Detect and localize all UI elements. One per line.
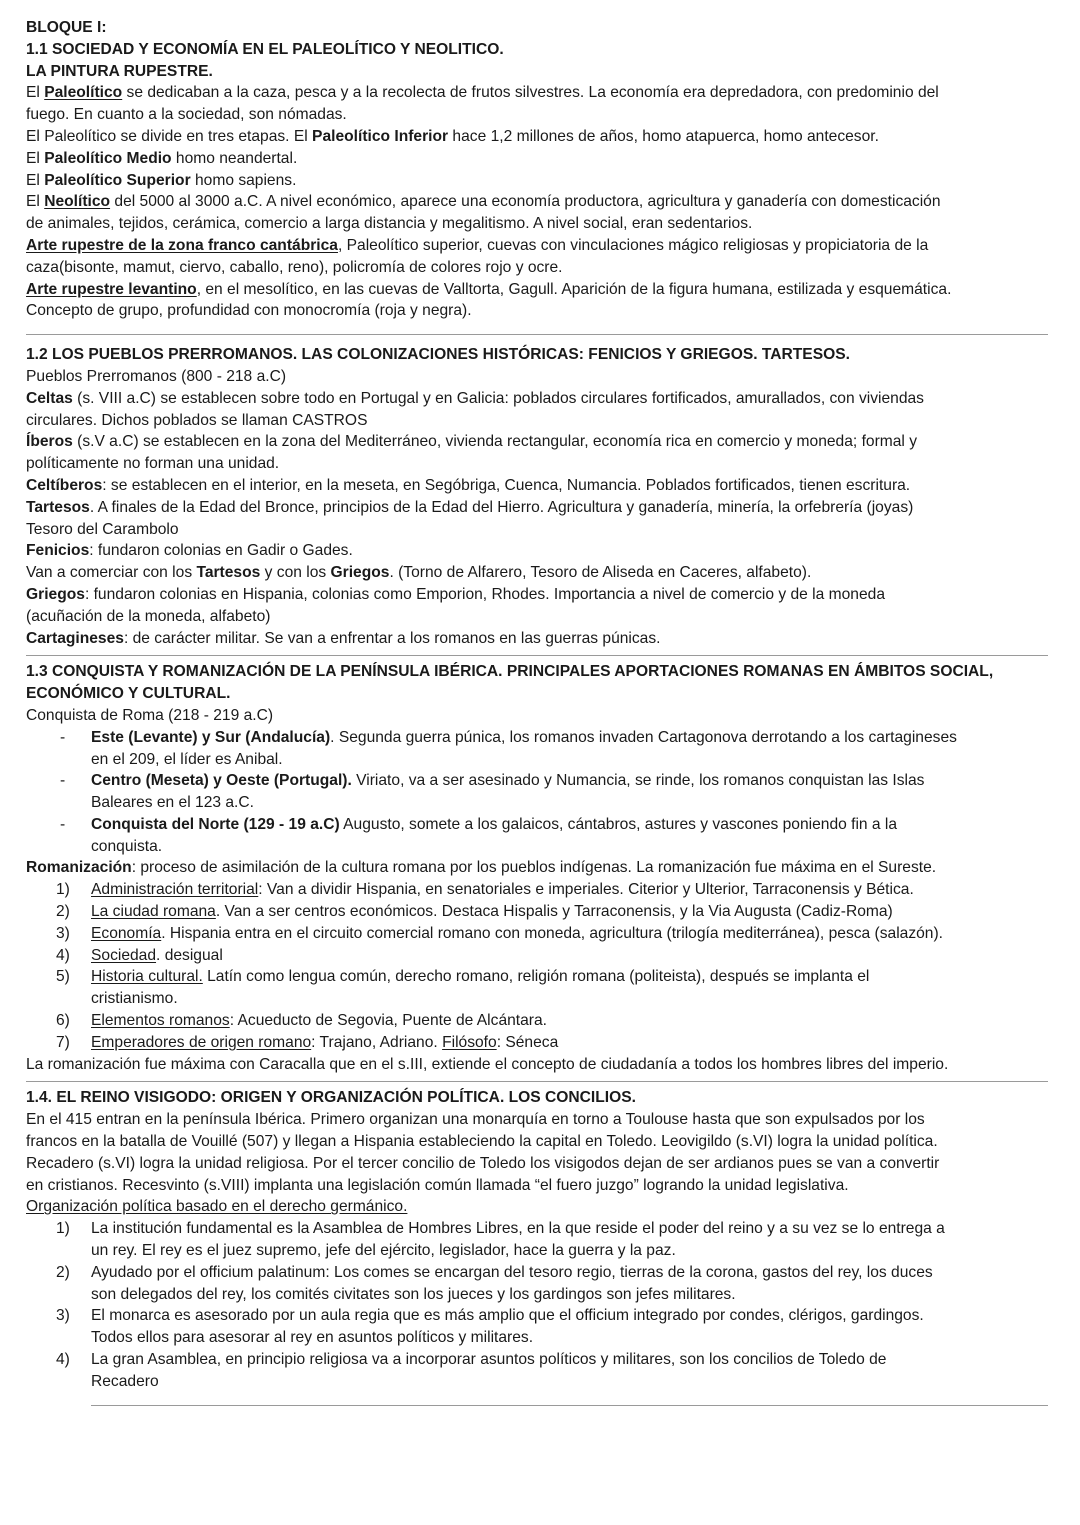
paragraph: de animales, tejidos, cerámica, comercio a larga distancia y megalitismo. A nivel social, eran sedentarios.	[26, 215, 753, 233]
paragraph: Cartagineses: de carácter militar. Se van a enfrentar a los romanos en las guerras púnicas.	[26, 629, 661, 647]
list-item: 1) La institución fundamental es la Asamblea de Hombres Libres, en la que reside el poder del reino y a su vez se lo entrega a	[26, 1218, 1056, 1240]
list-item-cont: Todos ellos para asesorar al rey en asuntos políticos y militares.	[91, 1329, 534, 1347]
number-marker: 4)	[56, 1351, 70, 1369]
section-divider	[91, 1405, 1048, 1406]
term: Sociedad	[91, 946, 157, 964]
term: Emperadores de origen romano	[91, 1033, 312, 1051]
term: Elementos romanos	[91, 1012, 230, 1030]
term: Arte rupestre levantino	[26, 280, 197, 298]
paragraph: políticamente no forman una unidad.	[26, 455, 280, 473]
number-marker: 6)	[56, 1012, 70, 1030]
term: Paleolítico	[44, 84, 123, 102]
paragraph: Íberos (s.V a.C) se establecen en la zona del Mediterráneo, vivienda rectangular, economía rica en comercio y moneda; formal y	[26, 433, 918, 451]
term: Centro (Meseta) y Oeste (Portugal).	[91, 772, 352, 790]
section-1-1-subtitle: LA PINTURA RUPESTRE.	[26, 62, 213, 80]
number-marker: 3)	[56, 924, 70, 942]
paragraph: Recadero (s.VI) logra la unidad religiosa. Por el tercer concilio de Toledo los visigodos dejan de ser ardianos pues se van a convertir	[26, 1154, 940, 1172]
paragraph: El Paleolítico se dedicaban a la caza, pesca y a la recolecta de frutos silvestres. La economía era depredadora, con predominio del	[26, 84, 939, 102]
paragraph: Arte rupestre de la zona franco cantábrica, Paleolítico superior, cuevas con vinculaciones mágico religiosas y propiciatoria de la	[26, 236, 929, 254]
number-marker: 1)	[56, 1220, 70, 1238]
list-item: 2) La ciudad romana. Van a ser centros económicos. Destaca Hispalis y Tarraconensis, y la Via Augusta (Cadiz-Roma)	[26, 901, 1056, 923]
paragraph: Tesoro del Carambolo	[26, 520, 179, 538]
term: Conquista del Norte (129 - 19 a.C)	[91, 815, 340, 833]
block-title: BLOQUE I:	[26, 19, 107, 36]
term: Historia cultural.	[91, 968, 203, 986]
list-item-cont: un rey. El rey es el juez supremo, jefe del ejército, legislador, hace la guerra y la paz.	[91, 1242, 676, 1260]
section-1-1-title: 1.1 SOCIEDAD Y ECONOMÍA EN EL PALEOLÍTICO Y NEOLITICO.	[26, 40, 504, 58]
paragraph: Conquista de Roma (218 - 219 a.C)	[26, 706, 274, 724]
number-marker: 1)	[56, 881, 70, 899]
term: Paleolítico Superior	[44, 171, 191, 189]
dash-marker: -	[60, 772, 66, 790]
term: Griegos	[26, 585, 85, 603]
list-item-cont: son delegados del rey, los comités civitates son los jueces y los gardingos son jefes militares.	[91, 1285, 736, 1303]
term: Celtíberos	[26, 476, 103, 494]
list-item: - Este (Levante) y Sur (Andalucía). Segunda guerra púnica, los romanos invaden Cartagonova derrotando a los cartagineses	[26, 727, 1056, 749]
term: Neolítico	[44, 193, 111, 211]
term: La ciudad romana	[91, 903, 216, 921]
paragraph: (acuñación de la moneda, alfabeto)	[26, 607, 271, 625]
paragraph: Tartesos. A finales de la Edad del Bronce, principios de la Edad del Hierro. Agricultura y ganadería, minería, la orfebrería (joyas)	[26, 498, 914, 516]
paragraph: El Neolítico del 5000 al 3000 a.C. A nivel económico, aparece una economía productora, agricultura y ganadería con domesticación	[26, 193, 941, 211]
paragraph: La romanización fue máxima con Caracalla que en el s.III, extiende el concepto de ciudadanía a todos los hombres libres del imperio.	[26, 1055, 949, 1073]
list-item: - Conquista del Norte (129 - 19 a.C) Augusto, somete a los galaicos, cántabros, astures y vascones poniendo fin a la	[26, 814, 1056, 836]
paragraph: Van a comerciar con los Tartesos y con los Griegos. (Torno de Alfarero, Tesoro de Aliseda en Caceres, alfabeto).	[26, 564, 812, 582]
list-item: 4) La gran Asamblea, en principio religiosa va a incorporar asuntos políticos y militares, son los concilios de Toledo de	[26, 1349, 1056, 1371]
term: Arte rupestre de la zona franco cantábrica	[26, 236, 338, 254]
paragraph: Arte rupestre levantino, en el mesolítico, en las cuevas de Valltorta, Gagull. Aparición de la figura humana, estilizada y esquemática.	[26, 280, 952, 298]
term: Este (Levante) y Sur (Andalucía)	[91, 728, 331, 746]
paragraph: Pueblos Prerromanos (800 - 218 a.C)	[26, 367, 287, 385]
paragraph: caza(bisonte, mamut, ciervo, caballo, reno), policromía de colores rojo y ocre.	[26, 258, 563, 276]
term: Economía	[91, 924, 162, 942]
paragraph: Fenicios: fundaron colonias en Gadir o Gades.	[26, 542, 353, 560]
paragraph: El Paleolítico se divide en tres etapas. El Paleolítico Inferior hace 1,2 millones de años, homo atapuerca, homo antecesor.	[26, 127, 879, 145]
paragraph: El Paleolítico Medio homo neandertal.	[26, 149, 298, 167]
paragraph: El Paleolítico Superior homo sapiens.	[26, 171, 297, 189]
paragraph: francos en la batalla de Vouillé (507) y llegan a Hispania estableciendo la capital en Toledo. Leovigildo (s.VI) logra la unidad política.	[26, 1133, 938, 1151]
paragraph: Griegos: fundaron colonias en Hispania, colonias como Emporion, Rhodes. Importancia a nivel de comercio y de la moneda	[26, 585, 885, 603]
list-item: 3) Economía. Hispania entra en el circuito comercial romano con moneda, agricultura (trilogía mediterránea), pesca (salazón).	[26, 923, 1056, 945]
list-item: 1) Administración territorial: Van a dividir Hispania, en senatoriales e imperiales. Citerior y Ulterior, Tarraconensis y Bética.	[26, 879, 1056, 901]
paragraph: en cristianos. Recesvinto (s.VIII) implanta una legislación común llamada “el fuero juzgo” logrando la unidad legislativa.	[26, 1176, 849, 1194]
number-marker: 4)	[56, 946, 70, 964]
section-1-3-title: 1.3 CONQUISTA Y ROMANIZACIÓN DE LA PENÍNSULA IBÉRICA. PRINCIPALES APORTACIONES ROMANAS EN ÁMBITOS SOCIAL,	[26, 663, 994, 681]
list-item: 6) Elementos romanos: Acueducto de Segovia, Puente de Alcántara.	[26, 1010, 1056, 1032]
number-marker: 2)	[56, 903, 70, 921]
list-item: 4) Sociedad. desigual	[26, 945, 1056, 967]
list-item-cont: Recadero	[91, 1372, 159, 1390]
list-item-cont: conquista.	[91, 837, 163, 855]
number-marker: 5)	[56, 968, 70, 986]
list-item: 7) Emperadores de origen romano: Trajano, Adriano. Filósofo: Séneca	[26, 1032, 1056, 1054]
number-marker: 2)	[56, 1263, 70, 1281]
term: Griegos	[330, 564, 390, 582]
paragraph: Concepto de grupo, profundidad con monocromía (roja y negra).	[26, 302, 472, 320]
paragraph: En el 415 entran en la península Ibérica. Primero organizan una monarquía en torno a Toulouse hasta que son expulsados por los	[26, 1111, 925, 1129]
term: Paleolítico Medio	[44, 149, 172, 167]
paragraph: fuego. En cuanto a la sociedad, son nómadas.	[26, 106, 347, 124]
dash-marker: -	[60, 728, 66, 746]
list-item: 3) El monarca es asesorado por un aula regia que es más amplio que el officium integrado por condes, clérigos, gardingos.	[26, 1305, 1056, 1327]
list-item: 5) Historia cultural. Latín como lengua común, derecho romano, religión romana (politeista), después se implanta el	[26, 966, 1056, 988]
term: Tartesos	[26, 498, 90, 516]
paragraph: Celtíberos: se establecen en el interior, en la meseta, en Segóbriga, Cuenca, Numancia. Poblados fortificados, tienen escritura.	[26, 476, 911, 494]
term: Íberos	[26, 433, 73, 451]
list-item: - Centro (Meseta) y Oeste (Portugal). Viriato, va a ser asesinado y Numancia, se rinde, los romanos conquistan las Islas	[26, 770, 1056, 792]
document-page	[26, 17, 1056, 1406]
term: Fenicios	[26, 542, 90, 560]
term: Filósofo	[442, 1033, 497, 1051]
list-item-cont: en el 209, el líder es Anibal.	[91, 750, 283, 768]
term: Romanización	[26, 859, 132, 877]
section-1-2-title: 1.2 LOS PUEBLOS PRERROMANOS. LAS COLONIZACIONES HISTÓRICAS: FENICIOS Y GRIEGOS. TARTESOS.	[26, 346, 850, 364]
paragraph: Romanización: proceso de asimilación de la cultura romana por los pueblos indígenas. La romanización fue máxima en el Sureste.	[26, 859, 937, 877]
list-item: 2) Ayudado por el officium palatinum: Los comes se encargan del tesoro regio, tierras de la corona, gastos del rey, los duces	[26, 1262, 1056, 1284]
subheading: Organización política basado en el derecho germánico.	[26, 1198, 408, 1216]
section-1-3-title-cont: ECONÓMICO Y CULTURAL.	[26, 685, 231, 703]
number-marker: 3)	[56, 1307, 70, 1325]
list-item-cont: cristianismo.	[91, 990, 178, 1008]
term: Tartesos	[196, 564, 261, 582]
term: Administración territorial	[91, 881, 259, 899]
paragraph: Celtas (s. VIII a.C) se establecen sobre todo en Portugal y en Galicia: poblados circulares fortificados, amurallados, con viviendas	[26, 389, 924, 407]
term: Cartagineses	[26, 629, 124, 647]
term: Celtas	[26, 389, 73, 407]
term: Paleolítico Inferior	[312, 127, 449, 145]
list-item-cont: Baleares en el 123 a.C.	[91, 794, 254, 812]
paragraph: circulares. Dichos poblados se llaman CASTROS	[26, 411, 368, 429]
section-1-4-title: 1.4. EL REINO VISIGODO: ORIGEN Y ORGANIZACIÓN POLÍTICA. LOS CONCILIOS.	[26, 1089, 636, 1107]
number-marker: 7)	[56, 1033, 70, 1051]
dash-marker: -	[60, 815, 66, 833]
